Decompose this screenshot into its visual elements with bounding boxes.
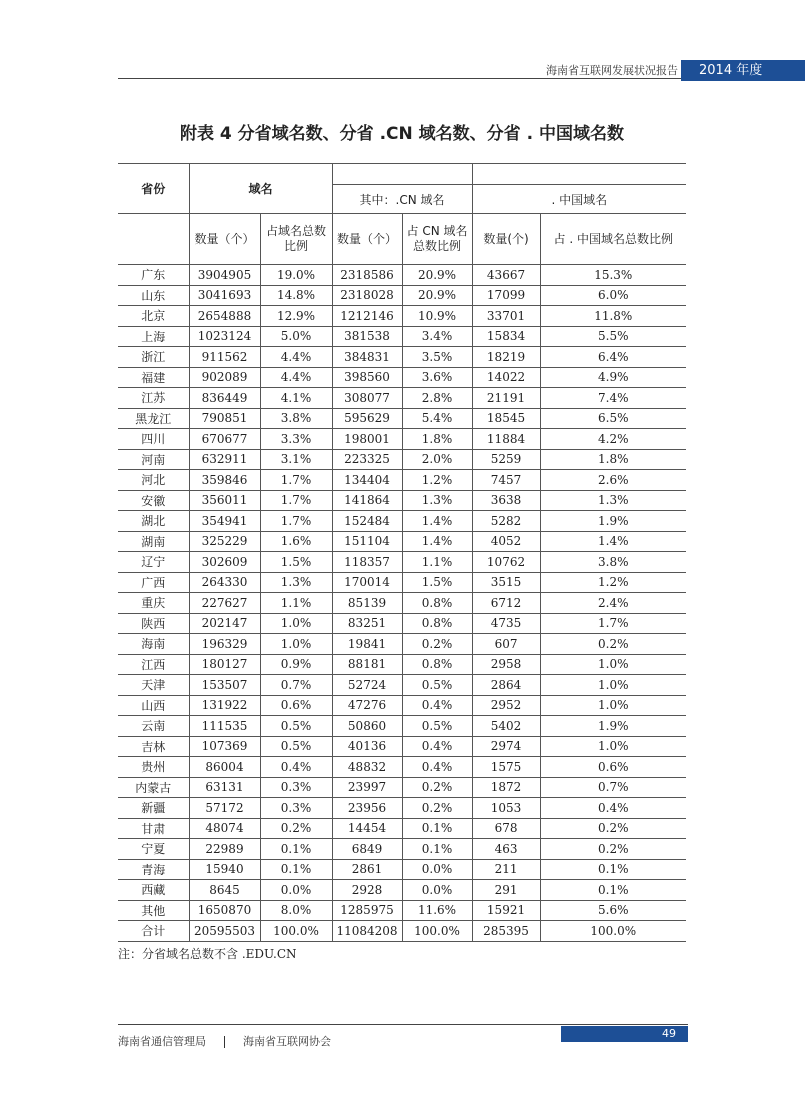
- table-cell: 2318586: [332, 265, 402, 286]
- table-row: [118, 490, 686, 511]
- table-cell: 196329: [189, 634, 260, 655]
- header-cn-share: 占 CN 域名总数比例: [402, 214, 472, 265]
- table-cell: 吉林: [118, 736, 189, 757]
- table-row: [118, 572, 686, 593]
- table-cell: 四川: [118, 429, 189, 450]
- table-cell: 632911: [189, 449, 260, 470]
- table-cell: 83251: [332, 613, 402, 634]
- table-cell: 1.9%: [540, 511, 686, 532]
- table-row: [118, 921, 686, 942]
- table-cell: 47276: [332, 695, 402, 716]
- table-cell: 4.9%: [540, 367, 686, 388]
- table-cell: 198001: [332, 429, 402, 450]
- table-cell: 3.1%: [260, 449, 332, 470]
- table-cell: 2861: [332, 859, 402, 880]
- table-row: [118, 777, 686, 798]
- table-cell: 20595503: [189, 921, 260, 942]
- table-cell: 1.0%: [540, 654, 686, 675]
- table-row: [118, 429, 686, 450]
- table-cell: 19841: [332, 634, 402, 655]
- table-cell: 0.8%: [402, 654, 472, 675]
- table-cell: 325229: [189, 531, 260, 552]
- table-row: [118, 859, 686, 880]
- table-cell: 134404: [332, 470, 402, 491]
- table-cell: 595629: [332, 408, 402, 429]
- page-title: 附表 4 分省域名数、分省 .CN 域名数、分省 . 中国域名数: [180, 124, 624, 144]
- table-cell: 180127: [189, 654, 260, 675]
- table-row: [118, 818, 686, 839]
- table-row: [118, 470, 686, 491]
- table-cell: 223325: [332, 449, 402, 470]
- table-cell: 1053: [472, 798, 540, 819]
- table-cell: 1023124: [189, 326, 260, 347]
- header-province: 省份: [118, 164, 189, 214]
- table-cell: 0.8%: [402, 593, 472, 614]
- table-cell: 6712: [472, 593, 540, 614]
- table-cell: 4052: [472, 531, 540, 552]
- table-cell: 3.8%: [540, 552, 686, 573]
- table-cell: 1650870: [189, 900, 260, 921]
- table-cell: 福建: [118, 367, 189, 388]
- table-cell: 1.7%: [260, 490, 332, 511]
- table-cell: 0.6%: [540, 757, 686, 778]
- table-cell: 3.8%: [260, 408, 332, 429]
- footer-divider: [118, 1024, 688, 1025]
- table-cell: 17099: [472, 285, 540, 306]
- table-cell: 3041693: [189, 285, 260, 306]
- header-zh-group: . 中国域名: [472, 185, 686, 214]
- table-cell: 河北: [118, 470, 189, 491]
- table-cell: 20.9%: [402, 285, 472, 306]
- table-cell: 14.8%: [260, 285, 332, 306]
- table-cell: 21191: [472, 388, 540, 409]
- table-cell: 118357: [332, 552, 402, 573]
- table-cell: 0.0%: [260, 880, 332, 901]
- table-cell: 海南: [118, 634, 189, 655]
- table-cell: 107369: [189, 736, 260, 757]
- table-cell: 0.5%: [402, 675, 472, 696]
- table-row: [118, 798, 686, 819]
- table-cell: 0.4%: [402, 695, 472, 716]
- table-cell: 11.6%: [402, 900, 472, 921]
- table-cell: 1.1%: [402, 552, 472, 573]
- table-cell: 4.1%: [260, 388, 332, 409]
- table-cell: 15834: [472, 326, 540, 347]
- table-cell: 1212146: [332, 306, 402, 327]
- header-report-title: 海南省互联网发展状况报告: [546, 64, 678, 77]
- table-cell: 11884: [472, 429, 540, 450]
- footer-separator: [224, 1036, 225, 1048]
- table-cell: 153507: [189, 675, 260, 696]
- table-cell: 5282: [472, 511, 540, 532]
- table-cell: 57172: [189, 798, 260, 819]
- table-cell: 0.5%: [402, 716, 472, 737]
- table-row: [118, 593, 686, 614]
- table-row: [118, 613, 686, 634]
- table-row: [118, 552, 686, 573]
- table-cell: 5.5%: [540, 326, 686, 347]
- table-row: [118, 265, 686, 286]
- table-cell: 广东: [118, 265, 189, 286]
- table-cell: 1.4%: [402, 511, 472, 532]
- table-cell: 10.9%: [402, 306, 472, 327]
- table-cell: 11084208: [332, 921, 402, 942]
- table-cell: 359846: [189, 470, 260, 491]
- table-cell: 398560: [332, 367, 402, 388]
- table-cell: 新疆: [118, 798, 189, 819]
- table-cell: 1.8%: [402, 429, 472, 450]
- table-cell: 5.6%: [540, 900, 686, 921]
- table-row: [118, 695, 686, 716]
- table-cell: 1.0%: [260, 613, 332, 634]
- table-cell: 1.4%: [402, 531, 472, 552]
- table-cell: 浙江: [118, 347, 189, 368]
- table-cell: 青海: [118, 859, 189, 880]
- table-cell: 8645: [189, 880, 260, 901]
- table-cell: 911562: [189, 347, 260, 368]
- table-cell: 3.5%: [402, 347, 472, 368]
- table-cell: 0.4%: [260, 757, 332, 778]
- table-cell: 11.8%: [540, 306, 686, 327]
- table-cell: 100.0%: [540, 921, 686, 942]
- table-cell: 86004: [189, 757, 260, 778]
- footer-orgs: [118, 1033, 331, 1049]
- table-cell: 0.5%: [260, 716, 332, 737]
- table-cell: 3638: [472, 490, 540, 511]
- table-cell: 152484: [332, 511, 402, 532]
- table-cell: 7.4%: [540, 388, 686, 409]
- table-row: [118, 367, 686, 388]
- header-share-total: 占域名总数比例: [260, 214, 332, 265]
- table-cell: 0.1%: [540, 880, 686, 901]
- table-row: [118, 511, 686, 532]
- table-cell: 0.2%: [402, 634, 472, 655]
- table-cell: 2318028: [332, 285, 402, 306]
- table-row: [118, 757, 686, 778]
- table-cell: 0.2%: [540, 839, 686, 860]
- table-cell: 重庆: [118, 593, 189, 614]
- table-cell: 4.4%: [260, 347, 332, 368]
- table-cell: 0.1%: [540, 859, 686, 880]
- table-cell: 14454: [332, 818, 402, 839]
- table-cell: 1.1%: [260, 593, 332, 614]
- table-cell: 1.0%: [540, 675, 686, 696]
- table-cell: 河南: [118, 449, 189, 470]
- header-zh-count: 数量(个): [472, 214, 540, 265]
- table-cell: 1.7%: [540, 613, 686, 634]
- table-cell: 170014: [332, 572, 402, 593]
- table-cell: 1.5%: [402, 572, 472, 593]
- table-cell: 湖北: [118, 511, 189, 532]
- table-row: [118, 285, 686, 306]
- table-cell: 1.0%: [260, 634, 332, 655]
- table-row: [118, 388, 686, 409]
- header-count: 数量（个）: [189, 214, 260, 265]
- table-row: [118, 654, 686, 675]
- table-row: [118, 449, 686, 470]
- table-cell: 6.5%: [540, 408, 686, 429]
- table-cell: 宁夏: [118, 839, 189, 860]
- table-cell: 0.8%: [402, 613, 472, 634]
- table-cell: 云南: [118, 716, 189, 737]
- table-cell: 4.4%: [260, 367, 332, 388]
- table-cell: 6849: [332, 839, 402, 860]
- table-cell: 0.0%: [402, 859, 472, 880]
- table-row: [118, 306, 686, 327]
- table-cell: 1.7%: [260, 470, 332, 491]
- table-cell: 黑龙江: [118, 408, 189, 429]
- table-cell: 20.9%: [402, 265, 472, 286]
- domain-table: [118, 163, 686, 942]
- table-cell: 1.3%: [402, 490, 472, 511]
- table-cell: 2.6%: [540, 470, 686, 491]
- table-cell: 1.9%: [540, 716, 686, 737]
- table-row: [118, 900, 686, 921]
- table-cell: 63131: [189, 777, 260, 798]
- table-cell: 广西: [118, 572, 189, 593]
- table-cell: 227627: [189, 593, 260, 614]
- table-cell: 18545: [472, 408, 540, 429]
- table-cell: 100.0%: [260, 921, 332, 942]
- table-cell: 2974: [472, 736, 540, 757]
- table-cell: 33701: [472, 306, 540, 327]
- table-cell: 合计: [118, 921, 189, 942]
- table-cell: 5402: [472, 716, 540, 737]
- table-cell: 0.9%: [260, 654, 332, 675]
- table-row: [118, 736, 686, 757]
- table-cell: 211: [472, 859, 540, 880]
- table-cell: 3.6%: [402, 367, 472, 388]
- table-cell: 1.3%: [540, 490, 686, 511]
- table-cell: 陕西: [118, 613, 189, 634]
- table-cell: 1.4%: [540, 531, 686, 552]
- table-cell: 790851: [189, 408, 260, 429]
- table-cell: 1872: [472, 777, 540, 798]
- table-cell: 4735: [472, 613, 540, 634]
- table-cell: 2.8%: [402, 388, 472, 409]
- table-cell: 2952: [472, 695, 540, 716]
- table-cell: 1.7%: [260, 511, 332, 532]
- table-cell: 0.4%: [402, 757, 472, 778]
- table-cell: 3904905: [189, 265, 260, 286]
- table-cell: 3515: [472, 572, 540, 593]
- table-cell: 山东: [118, 285, 189, 306]
- table-cell: 15.3%: [540, 265, 686, 286]
- table-cell: 2864: [472, 675, 540, 696]
- table-cell: 8.0%: [260, 900, 332, 921]
- footer-org-telecom: 海南省通信管理局: [118, 1035, 206, 1048]
- table-cell: 141864: [332, 490, 402, 511]
- table-cell: 264330: [189, 572, 260, 593]
- table-row: [118, 880, 686, 901]
- header-cn-group: 其中：.CN 域名: [332, 185, 472, 214]
- table-cell: 0.2%: [260, 818, 332, 839]
- table-cell: 0.2%: [402, 777, 472, 798]
- table-cell: 48832: [332, 757, 402, 778]
- table-cell: 202147: [189, 613, 260, 634]
- table-cell: 上海: [118, 326, 189, 347]
- table-row: [118, 326, 686, 347]
- table-cell: 302609: [189, 552, 260, 573]
- table-cell: 23997: [332, 777, 402, 798]
- table-cell: 12.9%: [260, 306, 332, 327]
- table-cell: 1.8%: [540, 449, 686, 470]
- header-zh-share: 占 . 中国域名总数比例: [540, 214, 686, 265]
- table-cell: 0.5%: [260, 736, 332, 757]
- table-cell: 2958: [472, 654, 540, 675]
- table-cell: 0.4%: [540, 798, 686, 819]
- header-domain: 域名: [189, 164, 332, 214]
- table-cell: 291: [472, 880, 540, 901]
- table-cell: 2.0%: [402, 449, 472, 470]
- table-cell: 381538: [332, 326, 402, 347]
- page-number: 49: [561, 1026, 688, 1042]
- table-cell: 15940: [189, 859, 260, 880]
- table-row: [118, 634, 686, 655]
- table-cell: 151104: [332, 531, 402, 552]
- table-cell: 15921: [472, 900, 540, 921]
- table-cell: 1.6%: [260, 531, 332, 552]
- table-cell: 7457: [472, 470, 540, 491]
- table-cell: 3.4%: [402, 326, 472, 347]
- table-cell: 1.0%: [540, 736, 686, 757]
- table-cell: 0.1%: [402, 839, 472, 860]
- table-cell: 贵州: [118, 757, 189, 778]
- table-cell: 85139: [332, 593, 402, 614]
- footer-org-association: 海南省互联网协会: [243, 1035, 331, 1048]
- table-cell: 285395: [472, 921, 540, 942]
- table-cell: 天津: [118, 675, 189, 696]
- table-cell: 0.2%: [540, 818, 686, 839]
- table-row: [118, 531, 686, 552]
- table-cell: 江西: [118, 654, 189, 675]
- table-cell: 北京: [118, 306, 189, 327]
- table-cell: 6.4%: [540, 347, 686, 368]
- table-cell: 354941: [189, 511, 260, 532]
- table-cell: 678: [472, 818, 540, 839]
- table-cell: 463: [472, 839, 540, 860]
- table-cell: 湖南: [118, 531, 189, 552]
- table-cell: 50860: [332, 716, 402, 737]
- table-cell: 1.2%: [402, 470, 472, 491]
- table-cell: 22989: [189, 839, 260, 860]
- table-cell: 14022: [472, 367, 540, 388]
- header-year-badge: 2014 年度: [681, 60, 805, 81]
- table-cell: 100.0%: [402, 921, 472, 942]
- table-cell: 1575: [472, 757, 540, 778]
- table-cell: 52724: [332, 675, 402, 696]
- table-cell: 1.2%: [540, 572, 686, 593]
- table-cell: 3.3%: [260, 429, 332, 450]
- table-cell: 江苏: [118, 388, 189, 409]
- table-cell: 0.3%: [260, 798, 332, 819]
- table-cell: 6.0%: [540, 285, 686, 306]
- table-cell: 0.3%: [260, 777, 332, 798]
- table-cell: 0.1%: [260, 839, 332, 860]
- table-cell: 670677: [189, 429, 260, 450]
- table-cell: 10762: [472, 552, 540, 573]
- table-cell: 2.4%: [540, 593, 686, 614]
- table-cell: 384831: [332, 347, 402, 368]
- table-cell: 0.6%: [260, 695, 332, 716]
- table-cell: 111535: [189, 716, 260, 737]
- table-cell: 5259: [472, 449, 540, 470]
- table-cell: 308077: [332, 388, 402, 409]
- table-row: [118, 675, 686, 696]
- table-cell: 2928: [332, 880, 402, 901]
- table-cell: 0.1%: [402, 818, 472, 839]
- table-cell: 131922: [189, 695, 260, 716]
- table-cell: 0.4%: [402, 736, 472, 757]
- table-cell: 18219: [472, 347, 540, 368]
- table-cell: 88181: [332, 654, 402, 675]
- table-cell: 607: [472, 634, 540, 655]
- table-cell: 23956: [332, 798, 402, 819]
- table-row: [118, 716, 686, 737]
- table-row: [118, 839, 686, 860]
- table-cell: 0.1%: [260, 859, 332, 880]
- table-cell: 5.4%: [402, 408, 472, 429]
- table-cell: 48074: [189, 818, 260, 839]
- table-cell: 19.0%: [260, 265, 332, 286]
- table-cell: 辽宁: [118, 552, 189, 573]
- table-cell: 356011: [189, 490, 260, 511]
- table-cell: 1.0%: [540, 695, 686, 716]
- table-cell: 2654888: [189, 306, 260, 327]
- table-cell: 40136: [332, 736, 402, 757]
- table-cell: 0.7%: [260, 675, 332, 696]
- table-cell: 山西: [118, 695, 189, 716]
- table-cell: 43667: [472, 265, 540, 286]
- table-cell: 0.7%: [540, 777, 686, 798]
- table-cell: 836449: [189, 388, 260, 409]
- table-cell: 0.2%: [540, 634, 686, 655]
- table-cell: 4.2%: [540, 429, 686, 450]
- header-divider: [118, 78, 688, 79]
- table-cell: 西藏: [118, 880, 189, 901]
- table-cell: 内蒙古: [118, 777, 189, 798]
- table-cell: 1.3%: [260, 572, 332, 593]
- table-cell: 安徽: [118, 490, 189, 511]
- table-row: [118, 347, 686, 368]
- table-cell: 5.0%: [260, 326, 332, 347]
- table-cell: 0.0%: [402, 880, 472, 901]
- table-cell: 甘肃: [118, 818, 189, 839]
- table-cell: 1285975: [332, 900, 402, 921]
- table-note: 注：分省域名总数不含 .EDU.CN: [118, 947, 297, 961]
- header-cn-count: 数量（个）: [332, 214, 402, 265]
- table-cell: 1.5%: [260, 552, 332, 573]
- table-cell: 902089: [189, 367, 260, 388]
- table-cell: 0.2%: [402, 798, 472, 819]
- table-cell: 其他: [118, 900, 189, 921]
- table-row: [118, 408, 686, 429]
